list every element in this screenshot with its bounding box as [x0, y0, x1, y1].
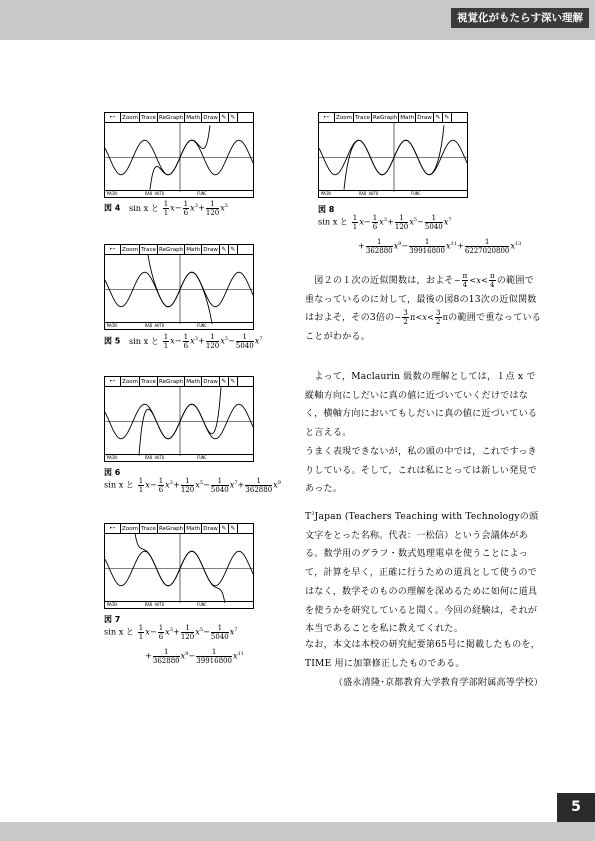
- caption-lead: sin x と: [104, 626, 135, 637]
- figure-label: 図 8: [318, 205, 335, 214]
- figure-5-screen: [104, 244, 254, 330]
- paragraph-ranges: 図２の１次の近似関数は，およそ− $\frac{\pi}{4}$ <x< $\frac{\pi}{4}$ の範囲で重なっているのに対して，最後の図8の13次の近似関数はおよそ，その3倍の− $\frac{3}{2}$ π<x< $\frac{3}{2}$ πの範囲で重なっていることがわかる。: [305, 272, 542, 343]
- toolbar-item: ReGraph: [158, 526, 184, 532]
- pencil-icon: ✎: [434, 113, 443, 122]
- figure-4-caption: 図 4 sin x と $\frac{1}{1}$ x− $\frac{1}{6}$ $x^3+$ $\frac{1}{120}$ $x^5$: [104, 200, 228, 217]
- pencil-icon: ✎: [220, 377, 229, 386]
- status-text: RAD AUTO: [359, 191, 379, 196]
- status-text: MAIN: [107, 191, 117, 196]
- toolbar-item: Draw: [203, 379, 218, 385]
- header-title: 視覚化がもたらす深い理解: [451, 8, 589, 28]
- calculator-status-bar: [105, 454, 253, 461]
- status-text: RAD AUTO: [145, 455, 165, 460]
- status-text: FUNC: [411, 191, 421, 196]
- toolbar-item: Zoom: [336, 115, 353, 121]
- toolbar-item: Zoom: [122, 526, 139, 532]
- toolbar-icon: ▸←: [105, 524, 121, 533]
- toolbar-item: Math: [186, 526, 201, 532]
- figure-8-screen: [318, 112, 468, 198]
- calculator-toolbar: [319, 113, 467, 123]
- toolbar-item: Math: [400, 115, 415, 121]
- text-run: の範囲で重なっているのに対して，最後の図8の13次の近似関数はおよそ，その3倍の: [305, 276, 537, 324]
- pen-icon: ✎: [229, 524, 238, 533]
- toolbar-icon: ▸←: [105, 377, 121, 386]
- paragraph-impression: うまく表現できないが，私の頭の中では，これですっきりしている。そして，これは私にとっては新しい発見であった。: [305, 447, 537, 495]
- calculator-status-bar: [105, 190, 253, 197]
- graph-area: [105, 123, 254, 192]
- body-text: [305, 272, 543, 347]
- paragraph-note: なお，本文は本校の研究紀要第65号に掲載したものを，TIME 用に加筆修正したものである。: [305, 640, 541, 669]
- toolbar-item: Math: [186, 115, 201, 121]
- pencil-icon: ✎: [220, 524, 229, 533]
- toolbar-item: Draw: [203, 247, 218, 253]
- figure-8-formula-cont: + $\frac{1}{362880}$ $x^9-$ $\frac{1}{39916800}$ $x^{11}+$ $\frac{1}{6227020800}$ $x^{13}$: [358, 238, 522, 255]
- toolbar-item: Trace: [355, 115, 370, 121]
- graph-area: [319, 123, 468, 192]
- figure-4-screen: [104, 112, 254, 198]
- caption-lead: sin x と: [104, 479, 135, 490]
- figure-8-formula: sin x と $\frac{1}{1}$ x− $\frac{1}{6}$ $x^3+$ $\frac{1}{120}$ $x^5-$ $\frac{1}{5040}$ $x^7$: [318, 214, 452, 231]
- pencil-icon: ✎: [220, 245, 229, 254]
- figure-label: 図 7: [104, 615, 121, 624]
- toolbar-item: Trace: [141, 247, 156, 253]
- paragraph-maclaurin: よって，Maclaurin 級数の理解としては，１点 x で縦軸方向にしだいに真の値に近づいていくだけではなく，横軸方向においてもしだいに真の値に近づいていると言える。: [305, 372, 538, 439]
- toolbar-icon: ▸←: [105, 113, 121, 122]
- status-text: FUNC: [197, 602, 207, 607]
- toolbar-item: Zoom: [122, 115, 139, 121]
- figure-6-formula: sin x と $\frac{1}{1}$ x− $\frac{1}{6}$ $x^3+$ $\frac{1}{120}$ $x^5-$ $\frac{1}{5040}$ $x^7+$ $\frac{1}{362880}$ $x^9$: [104, 477, 281, 494]
- figure-label: 図 4: [104, 203, 121, 213]
- figure-label: 図 5: [104, 336, 121, 346]
- calculator-toolbar: [105, 377, 253, 387]
- pen-icon: ✎: [443, 113, 452, 122]
- figure-label: 図 6: [104, 468, 121, 477]
- text-run: 3: [311, 511, 315, 517]
- status-text: RAD AUTO: [145, 191, 165, 196]
- caption-lead: sin x と: [318, 216, 349, 227]
- calculator-status-bar: [105, 601, 253, 608]
- figure-5-caption: 図 5 sin x と $\frac{1}{1}$ x− $\frac{1}{6}$ $x^3+$ $\frac{1}{120}$ $x^5-$ $\frac{1}{5040}$ $x^7$: [104, 333, 263, 350]
- author: （盛永清隆･京都教育大学教育学部附属高等学校）: [333, 678, 543, 688]
- toolbar-item: Trace: [141, 379, 156, 385]
- toolbar-item: ReGraph: [372, 115, 398, 121]
- status-text: FUNC: [197, 323, 207, 328]
- toolbar-item: Math: [186, 247, 201, 253]
- toolbar-item: Draw: [203, 526, 218, 532]
- toolbar-item: Zoom: [122, 379, 139, 385]
- toolbar-item: ReGraph: [158, 115, 184, 121]
- status-text: MAIN: [321, 191, 331, 196]
- status-text: RAD AUTO: [145, 323, 165, 328]
- toolbar-item: Trace: [141, 115, 156, 121]
- figure-7-formula: sin x と $\frac{1}{1}$ x− $\frac{1}{6}$ $x^3+$ $\frac{1}{120}$ $x^5-$ $\frac{1}{5040}$ $x^7$: [104, 624, 238, 641]
- toolbar-item: Draw: [417, 115, 432, 121]
- status-text: MAIN: [107, 455, 117, 460]
- calculator-status-bar: [319, 190, 467, 197]
- graph-area: [105, 255, 254, 324]
- status-text: FUNC: [197, 191, 207, 196]
- toolbar-item: ReGraph: [158, 247, 184, 253]
- figure-6-screen: [104, 376, 254, 462]
- toolbar-icon: ▸←: [319, 113, 335, 122]
- toolbar-item: Draw: [203, 115, 218, 121]
- status-text: RAD AUTO: [145, 602, 165, 607]
- toolbar-item: ReGraph: [158, 379, 184, 385]
- caption-lead: sin x と: [128, 335, 160, 346]
- text-run: Japan (Teachers Teaching with Technologyの頭文字をとった名称。代表：一松信）という会議体がある。数学用のグラフ・数式処理電卓を使うことによって，計算を早く，正確に行うための道具として使うのではなく，数学そのものの理解を深めるために如何に道具を使うかを研究していると聞く。今回の経験は，それが本当であることを私に教えてくれた。: [305, 512, 539, 635]
- pen-icon: ✎: [229, 245, 238, 254]
- header-bar: [0, 0, 595, 40]
- status-text: MAIN: [107, 323, 117, 328]
- text-run: の範囲で重なっていることがわかる。: [305, 313, 542, 343]
- text-run: T: [305, 512, 312, 523]
- footer-bar: [0, 822, 595, 841]
- page-number: 5: [557, 793, 595, 822]
- graph-area: [105, 534, 254, 603]
- caption-lead: sin x と: [128, 202, 160, 213]
- pencil-icon: ✎: [220, 113, 229, 122]
- toolbar-item: Math: [186, 379, 201, 385]
- pen-icon: ✎: [229, 377, 238, 386]
- toolbar-item: Trace: [141, 526, 156, 532]
- toolbar-icon: ▸←: [105, 245, 121, 254]
- calculator-toolbar: [105, 113, 253, 123]
- paragraph-t3japan: [305, 505, 543, 639]
- pen-icon: ✎: [229, 113, 238, 122]
- calculator-toolbar: [105, 245, 253, 255]
- graph-area: [105, 387, 254, 456]
- status-text: FUNC: [197, 455, 207, 460]
- figure-7-formula-cont: + $\frac{1}{362880}$ $x^9-$ $\frac{1}{39916800}$ $x^{11}$: [145, 648, 244, 665]
- figure-7-screen: [104, 523, 254, 609]
- status-text: MAIN: [107, 602, 117, 607]
- text-run: 図２の１次の近似関数は，およそ: [305, 276, 454, 286]
- calculator-toolbar: [105, 524, 253, 534]
- toolbar-item: Zoom: [122, 247, 139, 253]
- calculator-status-bar: [105, 322, 253, 329]
